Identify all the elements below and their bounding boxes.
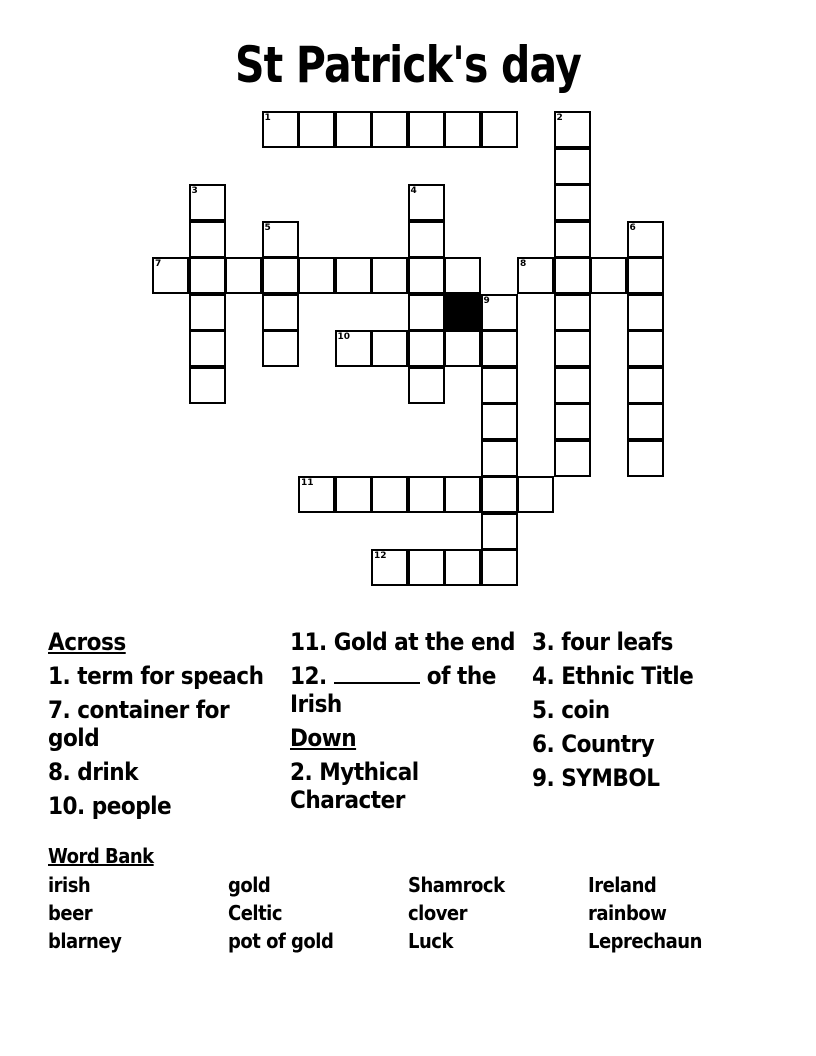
clue-number: 3 (191, 186, 198, 196)
clue-number: 7 (155, 259, 162, 269)
clue-across-8: 8. drink (48, 758, 138, 786)
grid-cell[interactable] (335, 330, 372, 367)
word-bank-title: Word Bank (48, 844, 154, 868)
grid-cell[interactable] (408, 294, 445, 331)
grid-cell[interactable] (481, 111, 518, 148)
grid-cell[interactable] (627, 367, 664, 404)
clue-down-6: 6. Country (532, 730, 655, 758)
grid-cell[interactable] (444, 330, 481, 367)
grid-cell[interactable] (335, 476, 372, 513)
clue-down-5: 5. coin (532, 696, 610, 724)
grid-cell[interactable] (408, 257, 445, 294)
answer-blank (334, 662, 420, 684)
word-bank-item: Celtic (228, 901, 283, 925)
grid-cell[interactable] (554, 294, 591, 331)
clue-down-4: 4. Ethnic Title (532, 662, 694, 690)
grid-cell[interactable] (408, 476, 445, 513)
clue-number: 12 (374, 551, 387, 561)
grid-cell[interactable] (408, 184, 445, 221)
word-bank-column (228, 871, 333, 955)
grid-cell[interactable] (371, 257, 408, 294)
word-bank-item: beer (48, 901, 93, 925)
clue-across-7: 7. container for gold (48, 696, 230, 752)
clue-number: 9 (483, 295, 490, 306)
word-bank-item: Shamrock (408, 873, 505, 897)
grid-cell[interactable] (481, 294, 518, 331)
word-bank-column (48, 871, 121, 955)
grid-cell[interactable] (152, 257, 189, 294)
grid-cell[interactable] (262, 294, 299, 331)
clue-across-1: 1. term for speach (48, 662, 264, 690)
grid-black-square (444, 294, 481, 331)
clue-number: 4 (410, 186, 417, 196)
grid-cell[interactable] (335, 111, 372, 148)
grid-cell[interactable] (189, 367, 226, 404)
grid-cell[interactable] (298, 257, 335, 294)
grid-cell[interactable] (408, 367, 445, 404)
grid-cell[interactable] (262, 330, 299, 367)
grid-cell[interactable] (298, 476, 335, 513)
clue-number: 2 (556, 113, 563, 123)
grid-cell[interactable] (371, 111, 408, 148)
clue-number: 10 (337, 332, 351, 342)
grid-cell[interactable] (517, 257, 554, 294)
word-bank-item: pot of gold (228, 929, 334, 953)
grid-cell[interactable] (298, 111, 335, 148)
grid-cell[interactable] (189, 221, 226, 258)
grid-cell[interactable] (408, 111, 445, 148)
grid-cell[interactable] (444, 111, 481, 148)
grid-cell[interactable] (262, 257, 299, 294)
grid-cell[interactable] (554, 403, 591, 440)
word-bank-item: Ireland (588, 873, 657, 897)
grid-cell[interactable] (554, 221, 591, 258)
grid-cell[interactable] (554, 111, 591, 148)
grid-cell[interactable] (554, 257, 591, 294)
grid-cell[interactable] (481, 330, 518, 367)
grid-cell[interactable] (627, 221, 664, 258)
grid-cell[interactable] (627, 403, 664, 440)
grid-cell[interactable] (554, 148, 591, 185)
grid-cell[interactable] (481, 403, 518, 440)
grid-cell[interactable] (590, 257, 627, 294)
grid-cell[interactable] (189, 294, 226, 331)
grid-cell[interactable] (554, 440, 591, 477)
word-bank-column (588, 871, 702, 955)
grid-cell[interactable] (444, 549, 481, 586)
grid-cell[interactable] (627, 257, 664, 294)
grid-cell[interactable] (189, 184, 226, 221)
word-bank-item: irish (48, 873, 91, 897)
grid-cell[interactable] (408, 330, 445, 367)
grid-cell[interactable] (481, 440, 518, 477)
clue-across-12: 12. of the Irish (290, 662, 496, 718)
grid-cell[interactable] (371, 549, 408, 586)
grid-cell[interactable] (225, 257, 262, 294)
grid-cell[interactable] (517, 476, 554, 513)
clue-across-11: 11. Gold at the end (290, 628, 515, 656)
down-heading: Down (290, 724, 357, 752)
grid-cell[interactable] (371, 330, 408, 367)
word-bank-item: blarney (48, 929, 122, 953)
grid-cell[interactable] (189, 330, 226, 367)
word-bank-item: rainbow (588, 901, 667, 925)
clue-number: 8 (520, 259, 527, 269)
clue-number: 5 (264, 222, 271, 233)
clue-number: 6 (629, 222, 636, 233)
clue-number: 1 (264, 113, 271, 123)
grid-cell[interactable] (627, 330, 664, 367)
word-bank-item: clover (408, 901, 468, 925)
grid-cell[interactable] (335, 257, 372, 294)
grid-cell[interactable] (444, 476, 481, 513)
grid-cell[interactable] (408, 549, 445, 586)
word-bank-column (408, 871, 505, 955)
grid-cell[interactable] (481, 549, 518, 586)
grid-cell[interactable] (481, 476, 518, 513)
clue-down-3: 3. four leafs (532, 628, 673, 656)
clue-number: 11 (301, 478, 314, 488)
grid-cell[interactable] (262, 111, 299, 148)
grid-cell[interactable] (408, 221, 445, 258)
grid-cell[interactable] (627, 440, 664, 477)
word-bank-item: Luck (408, 929, 453, 953)
grid-cell[interactable] (262, 221, 299, 258)
grid-cell[interactable] (481, 513, 518, 550)
clue-across-10: 10. people (48, 792, 172, 820)
grid-cell[interactable] (554, 330, 591, 367)
grid-cell[interactable] (554, 184, 591, 221)
clue-down-9: 9. SYMBOL (532, 764, 660, 792)
grid-cell[interactable] (371, 476, 408, 513)
word-bank-item: Leprechaun (588, 929, 702, 953)
page-title: St Patrick's day (234, 36, 582, 94)
grid-cell[interactable] (189, 257, 226, 294)
across-heading: Across (48, 628, 126, 656)
grid-cell[interactable] (481, 367, 518, 404)
grid-cell[interactable] (627, 294, 664, 331)
grid-cell[interactable] (554, 367, 591, 404)
word-bank-item: gold (228, 873, 271, 897)
clue-down-2: 2. Mythical Character (290, 758, 419, 814)
grid-cell[interactable] (444, 257, 481, 294)
